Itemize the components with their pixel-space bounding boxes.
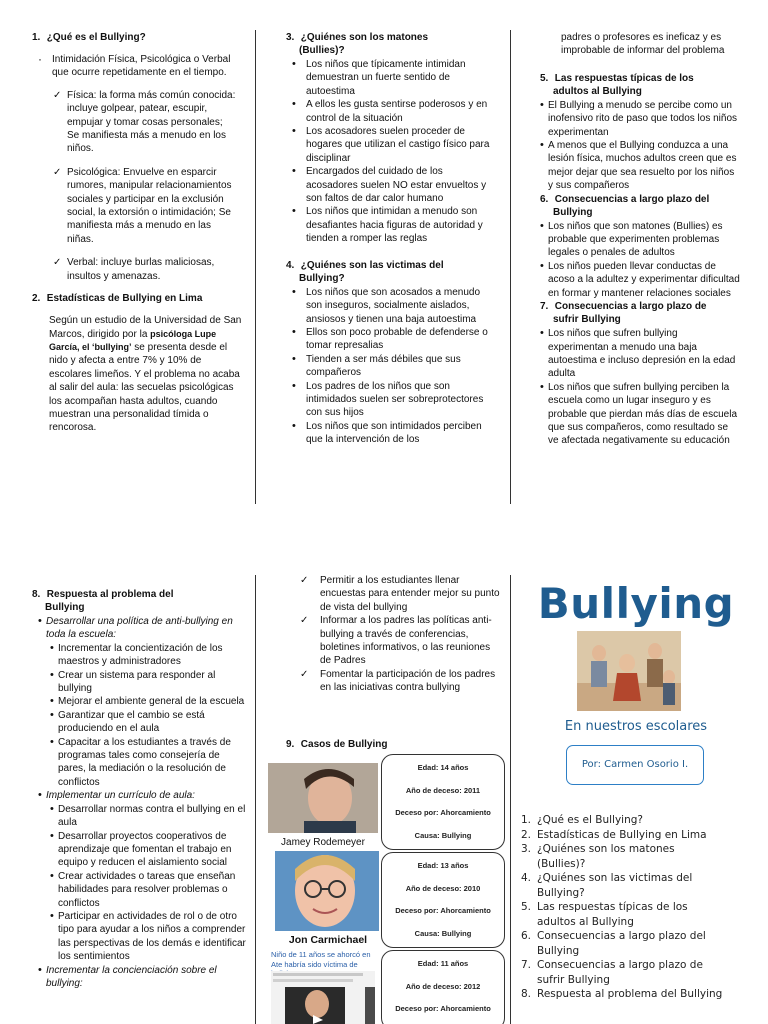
bullies-list [286,58,491,246]
case-reason: Causa: Bullying [414,830,472,840]
section-4-heading: 4. ¿Quiénes son las victimas del Bullying? [286,259,444,284]
toc-item: 2. Estadísticas de Bullying en Lima [521,828,707,841]
curriculum-sublist [46,803,247,964]
section-9-heading: 9. Casos de Bullying [286,739,388,750]
continued-text: padres o profesores es ineficaz y es improbable de informar del problema [561,32,725,57]
column-divider [510,575,511,1024]
list-item: • Tienden a ser más débiles que sus compañeros [290,353,491,380]
definition-text: · Intimidación Física, Psicológica o Verbal que ocurre repetidamente en el tiempo. [36,53,247,80]
case-cause: Deceso por: Ahorcamiento [395,906,491,915]
responses-outline [32,615,247,990]
toc-item: 4. ¿Quiénes son las victimas del Bullying? [521,872,693,899]
news-headline: Niño de 11 años se ahorcó en Ate habría sido víctima de [271,950,371,969]
list-item: • Desarrollar normas contra el bullying en el aula [50,803,247,830]
type-verbal: ✓ Verbal: incluye burlas maliciosas, insultos y amenazas. [53,256,237,283]
definition-list [32,53,247,80]
case-info-box-1 [381,754,505,850]
news-clipping-image [271,971,375,1024]
type-physical: ✓ Física: la forma más común conocida: incluye golpear, patear, escupir, empujar y tomar cosas personales; Se manifiesta más a menudo en los niños. [53,89,237,156]
case-info-box-2 [381,852,505,948]
author-box: Por: Carmen Osorio I. [566,745,704,785]
column-3 [540,31,740,448]
list-item: ✓ Permitir a los estudiantes llenar encuestas para entender mejor su punto de vista del bullying [300,574,500,614]
cover-title: Bullying [537,579,735,628]
toc-item: 5. Las respuestas típicas de los adultos al Bullying [521,901,688,928]
boy-glasses-image [275,851,379,931]
list-item: • Participar en actividades de rol o de otro tipo para ayudar a los niños a comprender las perspectivas de los demás e identificar los sentimientos [50,910,247,964]
section-7-heading: 7. Consecuencias a largo plazo de sufrir Bullying [540,301,707,326]
boy-portrait-image [268,763,378,833]
bullies-consequences-list [540,220,740,300]
awareness-sublist [300,574,500,695]
bullying-illustration-image [577,631,681,711]
case-year: Año de deceso: 2010 [405,883,481,893]
toc-item: 3. ¿Quiénes son los matones (Bullies)? [521,843,675,870]
victims-list [286,286,491,447]
stats-paragraph: Según un estudio de la Universidad de San Marcos, dirigido por la psicóloga Lupe García, el ‘bullying’ se presenta desde el nido y afecta a entre 7% y 10% de escolares limeños. Y el problema no acaba al salir del aula: las secuelas psicológicas los acompañan hasta adultos, cuando muestran una personalidad tímida o rencorosa. [49,315,242,434]
case-age: Edad: 11 años [417,959,469,968]
list-item: • Crear un sistema para responder al bullying [50,669,247,696]
list-item: • Los acosadores suelen proceder de hogares que utilizan el castigo físico para disciplinar [290,125,491,165]
list-item: • Los niños que sufren bullying experimentan a menudo una baja autoestima e incluso depresión en la edad adulta [540,327,740,381]
toc-item: 7. Consecuencias a largo plazo de sufrir Bullying [521,959,703,986]
curriculum-item: • Implementar un currículo de aula: • Desarrollar normas contra el bullying en el aula • Desarrollar proyectos cooperativos de aprendizaje que fomentan el trabajo en equipo y reducen el aislamiento social • Crear actividades o tareas que enseñan habilidades para resolver problemas o conflictos • Participar en actividades de rol o de otro tipo para ayudar a los niños a comprender las perspectivas de los demás e identificar los sentimientos [38,789,247,963]
column-1 [32,31,247,435]
list-item: • Los niños que son matones (Bullies) es probable que experimenten problemas legales o penales de adultos [540,220,740,260]
toc-item: 8. Respuesta al problema del Bullying [521,988,723,1000]
list-item: • Los niños que son intimidados perciben que la intervención de los [290,420,491,447]
table-of-contents [521,813,726,1002]
case-age: Edad: 14 años [417,763,469,772]
case-info-box-3 [381,950,505,1024]
list-item: • Capacitar a los estudiantes a través de programas tales como consejería de pares, la mediación o la resolución de conflictos [50,736,247,790]
case-cause: Deceso por: Ahorcamiento [395,808,491,817]
column-5 [300,574,500,695]
column-divider [510,30,511,504]
list-item: • Ellos son poco probable de defenderse o tomar represalias [290,326,491,353]
list-item: • A menos que el Bullying conduzca a una lesión física, muchos adultos creen que es mejor dejar que sea resuelto por los niños y sus compañeros [540,139,740,193]
column-divider [255,575,256,1024]
type-psychological: ✓ Psicológica: Envuelve en esparcir rumores, manipular relacionamientos sociales y participar en la exclusión social, la extorsión o intimidación; Se manifiesta más a menudo en las niñas. [53,166,237,246]
list-item: • Incrementar la concientización de los maestros y administradores [50,642,247,669]
list-item: • Los niños pueden llevar conductas de acoso a la adultez y experimentar dificultad en formar y mantener relaciones sociales [540,260,740,300]
case-cause: Deceso por: Ahorcamiento [395,1004,491,1013]
list-item: • Los niños que son acosados a menudo son inseguros, socialmente aislados, ansiosos y tienen una baja autoestima [290,286,491,326]
victims-consequences-list [540,327,740,448]
case-photo-2 [275,851,379,931]
section-1-heading: 1. ¿Qué es el Bullying? [32,32,146,43]
toc-item: 1. ¿Qué es el Bullying? [521,814,643,826]
case-name-1: Jamey Rodemeyer [281,837,365,848]
list-item: • Los niños que sufren bullying perciben la escuela como un lugar inseguro y es probable que pierdan más días de escuela que sus compañeros, como resultado se ve afectada negativamente su educación [540,381,740,448]
adult-responses-list [540,99,740,193]
section-6-heading: 6. Consecuencias a largo plazo del Bullying [540,193,710,218]
column-2 [286,31,491,447]
section-3-heading: 3. ¿Quiénes son los matones (Bullies)? [286,32,429,56]
section-5-heading: 5. Las respuestas típicas de los adultos al Bullying [540,72,694,97]
list-item: • Los niños que típicamente intimidan demuestran un fuerte sentido de autoestima [290,58,491,98]
list-item: • Desarrollar proyectos cooperativos de aprendizaje que fomentan el trabajo en equipo y reducen el aislamiento social [50,830,247,870]
case-age: Edad: 13 años [417,861,469,870]
awareness-item: • Incrementar la concienciación sobre el bullying: [38,964,247,991]
cover-illustration [577,631,681,711]
column-4 [32,588,247,990]
list-item: • Los niños que intimidan a menudo son desafiantes hacia figuras de autoridad y tienden a romper las reglas [290,205,491,245]
list-item: ✓ Fomentar la participación de los padres en las iniciativas contra bullying [300,668,500,695]
section-2-heading: 2. Estadísticas de Bullying en Lima [32,293,203,305]
column-divider [255,30,256,504]
case-year: Año de deceso: 2012 [405,981,481,991]
case-photo-1 [268,763,378,833]
cover-subtitle: En nuestros escolares [564,719,708,734]
case-name-2: Jon Carmichael [288,934,368,946]
case-year: Año de deceso: 2011 [405,785,481,795]
list-item: • A ellos les gusta sentirse poderosos y en control de la situación [290,98,491,125]
list-item: • Los padres de los niños que son intimidados suelen ser sobreprotectores con sus hijos [290,380,491,420]
list-item: • Crear actividades o tareas que enseñan habilidades para resolver problemas o conflictos [50,870,247,910]
list-item: ✓ Informar a los padres las políticas anti-bullying a través de conferencias, boletines informativos, o las reuniones de Padres [300,614,500,668]
bullying-types-list [32,89,237,283]
policy-item: • Desarrollar una política de anti-bullying en toda la escuela: • Incrementar la concientización de los maestros y administradores • Crear un sistema para responder al bullying • Mejorar el ambiente general de la escuela • Garantizar que el cambio se está produciendo en el aula • Capacitar a los estudiantes a través de programas tales como consejería de pares, la mediación o la resolución de conflictos [38,615,247,789]
list-item: • El Bullying a menudo se percibe como un inofensivo rito de paso que todos los niños experimentan [540,99,740,139]
toc-item: 6. Consecuencias a largo plazo del Bullying [521,930,706,957]
list-item: • Mejorar el ambiente general de la escuela [50,695,247,708]
list-item: • Garantizar que el cambio se está produciendo en el aula [50,709,247,736]
list-item: • Encargados del cuidado de los acosadores suelen NO estar envueltos y son faltos de dar calor humano [290,165,491,205]
section-8-heading: 8. Respuesta al problema del Bullying [32,589,174,613]
case-reason: Causa: Bullying [414,928,472,938]
case-photo-3 [271,971,375,1024]
policy-sublist [46,642,247,789]
